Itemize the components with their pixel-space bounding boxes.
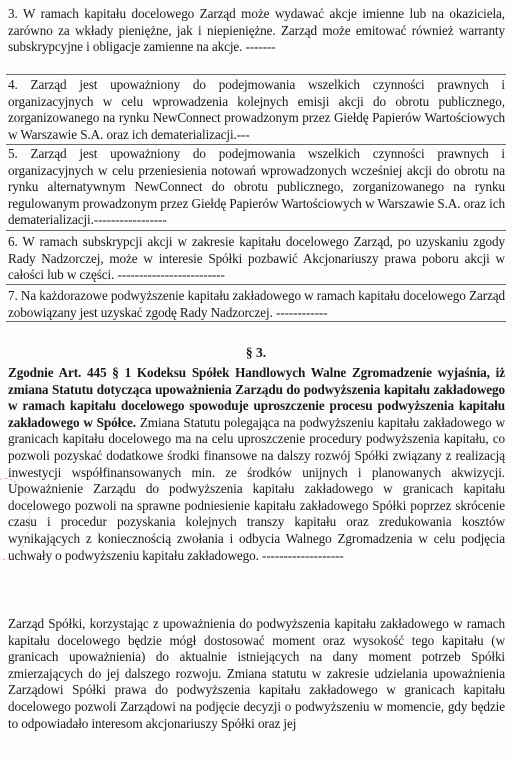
separator-line [6,144,506,145]
separator-line [6,321,506,322]
section-body-text: Zmiana Statutu polegająca na podwyższeniu kapitału zakładowego w granicach kapitału docelowego ma na celu uproszczenie procedury podwyższenia kapitału, co pozwoli pozyskać dodatkowe środki finansowe na dalszy rozwój Spółki związany z realizacją inwestycji współfinansowanych min. ze środków unijnych i planowanych akwizycji. Upoważnienie Zarządu do podwyższenia kapitału zakładowego w granicach kapitału docelowego pozwoli na sprawne podniesienie kapitału zakładowego Spółki poprzez skrócenie czasu i procedur pozyskania kolejnych transzy kapitału oraz zredukowania kosztów wynikających z koniecznością zwołania i odbycia Walnego Zgromadzenia w celu podjęcia uchwały o podwyższeniu kapitału zakładowego. ------------------- [8,414,506,563]
section-paragraph-2: Zarząd Spółki, korzystając z upoważnienia do podwyższenia kapitału zakładowego w ramach kapitału docelowego będzie mógł dostosować moment oraz wysokość tego kapitału (w granicach upoważnienia) do aktualnie istniejących na dany moment potrzeb Spółki zmierzających do jej dalszego rozwoju. Zmiana statutu w zakresie udzielania upoważnienia Zarządowi Spółki prawa do podwyższenia kapitału zakładowego w granicach kapitału docelowego pozwoli Zarządowi na podjęcie decyzji o podwyższeniu w momencie, gdy będzie to odpowiadało interesom akcjonariuszy Spółki oraz jej [8,616,505,731]
separator-line [6,230,506,231]
paragraph-item-3: 3. W ramach kapitału docelowego Zarząd może wydawać akcje imienne lub na okaziciela, zarówno za wkłady pieniężne, jak i niepieniężne. Zarząd może emitować również warranty subskrypcyjne i obligacje zamienne na akcje. ------- [8,6,505,55]
separator-line [6,284,506,285]
paragraph-item-5: 5. Zarząd jest upoważniony do podejmowania wszelkich czynności prawnych i organizacyjnych w celu przeniesienia notowań wprowadzonych wcześniej akcji do obrotu na rynku alternatywnym NewConnect do obrotu publicznego, zorganizowanego na rynku regulowanym prowadzonym przez Giełdę Papierów Wartościowych w Warszawie S.A. oraz ich dematerializacji.----------------- [8,146,505,228]
section-heading: § 3. [245,345,267,360]
section-paragraph [8,365,505,564]
separator-line [6,74,506,75]
section-bold-statement: Zgodnie Art. 445 § 1 Kodeksu Spółek Handlowych Walne Zgromadzenie wyjaśnia, iż zmiana Statutu dotycząca upoważnienia Zarządu do podwyższenia kapitału zakładowego w ramach kapitału docelowego spowoduje uproszczenie procesu podwyższenia kapitału zakładowego w Spółce. [8,365,505,430]
paragraph-item-7: 7. Na każdorazowe podwyższenie kapitału zakładowego w ramach kapitału docelowego Zarząd zobowiązany jest uzyskać zgodę Rady Nadzorczej. ------------ [8,288,505,320]
paragraph-item-6: 6. W ramach subskrypcji akcji w zakresie kapitału docelowego Zarząd, po uzyskaniu zgody Rady Nadzorczej, może w interesie Spółki pozbawić Akcjonariuszy prawa poboru akcji w całości lub w części. ------------------------- [8,234,505,283]
paragraph-item-4: 4. Zarząd jest upoważniony do podejmowania wszelkich czynności prawnych i organizacyjnych w celu wprowadzenia kolejnych emisji akcji do obrotu publicznego, zorganizowanego na rynku NewConnect prowadzonym przez Giełdę Papierów Wartościowych w Warszawie S.A. oraz ich dematerializacji.--- [8,77,505,142]
